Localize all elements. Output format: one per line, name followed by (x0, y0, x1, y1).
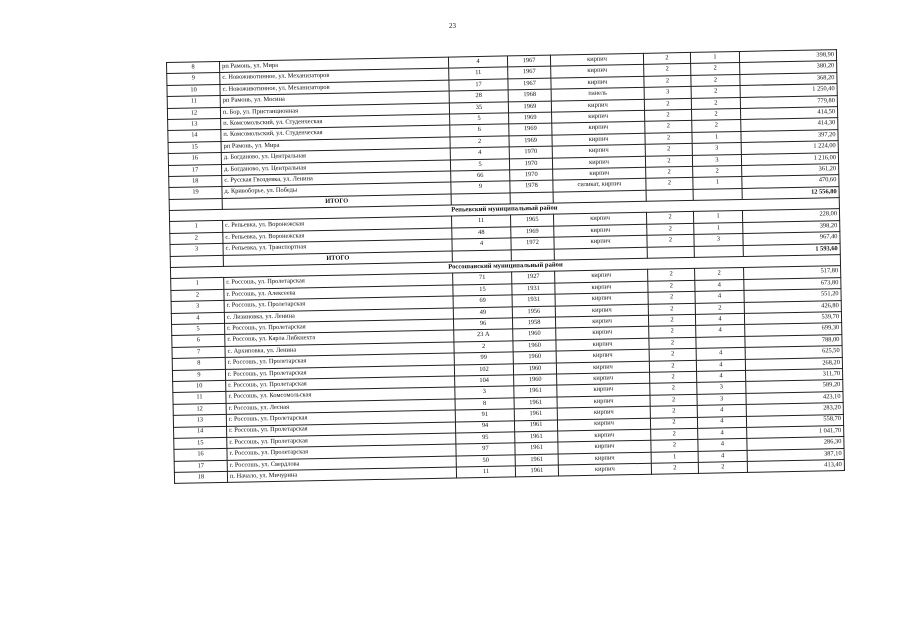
entrances-cell: 1 (692, 131, 741, 143)
entrances-cell: 3 (697, 393, 746, 405)
house-number-cell: 71 (453, 272, 512, 285)
area-cell: 1 224,00 (741, 141, 838, 154)
entrances-cell: 4 (695, 313, 744, 325)
area-cell: 470,60 (742, 175, 839, 188)
year-built-cell: 1931 (512, 294, 555, 306)
wall-material-cell: кирпич (551, 65, 644, 78)
wall-material-cell: кирпич (554, 213, 647, 226)
total-value: 1 593,60 (743, 243, 840, 256)
wall-material-cell: кирпич (556, 338, 649, 351)
house-number-cell: 91 (455, 409, 514, 422)
year-built-cell: 1927 (512, 272, 555, 284)
year-built-cell: 1960 (513, 328, 556, 340)
house-number-cell: 95 (456, 432, 515, 445)
entrances-cell: 4 (698, 439, 747, 451)
floors-cell: 2 (649, 360, 696, 372)
address-cell: г. Россошь, ул. Алексеева (224, 285, 453, 301)
house-number-cell: 69 (453, 295, 512, 308)
area-cell: 539,70 (744, 312, 841, 325)
year-built-cell: 1970 (509, 146, 552, 158)
floors-cell: 2 (644, 98, 691, 110)
floors-cell: 2 (647, 235, 694, 247)
entrances-cell: 2 (691, 74, 740, 86)
address-cell: с. Репьевка, ул. Транспортная (223, 239, 452, 255)
wall-material-cell: кирпич (555, 270, 648, 283)
wall-material-cell: кирпич (551, 76, 644, 89)
total-value: 12 556,80 (742, 186, 839, 199)
area-cell: 699,30 (745, 323, 842, 336)
entrances-cell: 3 (692, 143, 741, 155)
wall-material-cell: кирпич (557, 384, 650, 397)
area-cell: 1 250,40 (740, 84, 837, 97)
row-number-cell: 16 (174, 449, 227, 461)
year-built-cell: 1931 (512, 283, 555, 295)
address-cell: г. Россошь, ул. Пролетарская (226, 422, 455, 438)
entrances-cell: 3 (692, 154, 741, 166)
house-number-cell: 99 (454, 352, 513, 365)
wall-material-cell: кирпич (558, 441, 651, 454)
address-cell: рп Рамонь, ул. Мира (219, 57, 448, 73)
row-number-cell: 5 (172, 323, 225, 335)
area-cell: 426,80 (744, 300, 841, 313)
year-built-cell: 1967 (508, 78, 551, 90)
empty-cell (694, 245, 743, 257)
floors-cell: 2 (645, 109, 692, 121)
floors-cell: 2 (644, 75, 691, 87)
wall-material-cell: кирпич (554, 224, 647, 237)
address-cell: с. Новоживотинное, ул. Механизаторов (220, 68, 449, 84)
section-title: Репьевский муниципальный район (169, 198, 839, 222)
house-number-cell: 4 (448, 56, 507, 69)
address-cell: г. Россошь, ул. Пролетарская (225, 353, 454, 369)
address-cell: г. Россошь, ул. Пролетарская (226, 376, 455, 392)
area-cell: 589,20 (746, 380, 843, 393)
entrances-cell: 2 (691, 97, 740, 109)
entrances-cell: 2 (692, 120, 741, 132)
area-cell: 967,40 (743, 232, 840, 245)
floors-cell: 2 (648, 280, 695, 292)
empty-cell (646, 189, 693, 201)
house-number-cell: 2 (450, 136, 509, 149)
area-cell: 398,90 (739, 50, 836, 63)
entrances-cell: 2 (695, 302, 744, 314)
row-number-cell: 3 (171, 301, 224, 313)
entrances-cell: 2 (695, 268, 744, 280)
empty-cell (647, 246, 694, 258)
row-number-cell: 13 (173, 415, 226, 427)
year-built-cell: 1968 (508, 89, 551, 101)
year-built-cell: 1969 (509, 123, 552, 135)
wall-material-cell: кирпич (555, 292, 648, 305)
house-number-cell: 4 (450, 147, 509, 160)
row-number-cell: 2 (170, 232, 223, 244)
row-number-cell: 8 (167, 61, 220, 73)
wall-material-cell: кирпич (558, 429, 651, 442)
wall-material-cell: кирпич (556, 349, 649, 362)
area-cell: 380,20 (740, 61, 837, 74)
floors-cell: 2 (648, 303, 695, 315)
row-number-cell: 9 (167, 73, 220, 85)
year-built-cell: 1961 (514, 408, 557, 420)
row-number-cell: 1 (170, 221, 223, 233)
entrances-cell: 4 (697, 405, 746, 417)
address-cell: с. Лизиновка, ул. Ленина (224, 308, 453, 324)
area-cell: 283,20 (746, 403, 843, 416)
area-cell: 558,70 (746, 414, 843, 427)
year-built-cell: 1961 (515, 431, 558, 443)
row-number-cell: 6 (172, 335, 225, 347)
address-cell: рп Рамонь, ул. Мира (221, 137, 450, 153)
floors-cell: 2 (649, 326, 696, 338)
wall-material-cell: кирпич (552, 133, 645, 146)
area-cell: 414,30 (741, 118, 838, 131)
area-cell: 397,20 (741, 129, 838, 142)
address-cell: г. Россошь, ул. Пролетарская (224, 296, 453, 312)
wall-material-cell: панель (551, 87, 644, 100)
house-number-cell: 8 (455, 398, 514, 411)
row-number-cell: 2 (171, 289, 224, 301)
table-body (167, 50, 845, 484)
entrances-cell: 1 (693, 177, 742, 189)
entrances-cell: 4 (696, 325, 745, 337)
row-number-cell: 14 (174, 426, 227, 438)
area-cell: 1 216,00 (741, 152, 838, 165)
year-built-cell: 1967 (507, 55, 550, 67)
wall-material-cell: кирпич (555, 281, 648, 294)
area-cell: 361,20 (742, 164, 839, 177)
floors-cell: 2 (650, 394, 697, 406)
row-number-cell: 7 (172, 346, 225, 358)
row-number-cell: 17 (174, 460, 227, 472)
row-number-cell: 1 (171, 278, 224, 290)
wall-material-cell: кирпич (552, 110, 645, 123)
floors-cell: 2 (649, 337, 696, 349)
entrances-cell: 1 (694, 222, 743, 234)
row-number-cell: 11 (173, 392, 226, 404)
row-number-cell: 17 (168, 164, 221, 176)
empty-cell (511, 249, 554, 261)
year-built-cell: 1958 (512, 317, 555, 329)
address-cell: д. Богданово, ул. Центральная (221, 148, 450, 164)
floors-cell: 2 (645, 121, 692, 133)
year-built-cell: 1961 (514, 385, 557, 397)
wall-material-cell: кирпич (554, 236, 647, 249)
wall-material-cell: кирпич (556, 361, 649, 374)
floors-cell: 3 (644, 87, 691, 99)
year-built-cell: 1969 (511, 226, 554, 238)
entrances-cell: 2 (693, 165, 742, 177)
address-cell: с. Архиповка, ул. Ленина (225, 342, 454, 358)
address-cell: с. Новоживотинное, ул. Механизаторов (220, 80, 449, 96)
entrances-cell: 3 (697, 382, 746, 394)
year-built-cell: 1961 (514, 420, 557, 432)
row-number-cell: 15 (174, 437, 227, 449)
empty-cell (510, 192, 553, 204)
house-number-cell: 35 (449, 101, 508, 114)
entrances-cell: 4 (695, 291, 744, 303)
address-cell: п. Комсомольский, ул. Студенческая (221, 114, 450, 130)
row-number-cell: 18 (169, 175, 222, 187)
address-cell: п. Начало, ул. Мичурина (227, 467, 456, 483)
area-cell: 1 041,70 (747, 425, 844, 438)
house-number-cell: 6 (450, 124, 509, 137)
row-number-cell: 12 (173, 403, 226, 415)
wall-material-cell: кирпич (558, 452, 651, 465)
row-number-cell: 19 (169, 187, 222, 199)
row-number-cell: 4 (171, 312, 224, 324)
row-number-cell: 14 (168, 130, 221, 142)
address-cell: г. Россошь, ул. Пролетарская (227, 433, 456, 449)
house-number-cell: 102 (454, 363, 513, 376)
area-cell: 423,10 (746, 391, 843, 404)
row-number-cell: 16 (168, 153, 221, 165)
entrances-cell: 4 (697, 370, 746, 382)
year-built-cell: 1969 (508, 101, 551, 113)
address-cell: с. Репьевка, ул. Воронежская (223, 217, 452, 233)
address-cell: г. Россошь, ул. Лесная (226, 399, 455, 415)
house-number-cell: 5 (450, 158, 509, 171)
total-label: ИТОГО (223, 251, 452, 267)
housing-table (166, 49, 845, 484)
house-number-cell: 11 (449, 67, 508, 80)
section-title: Россошанский муниципальный район (170, 255, 840, 279)
wall-material-cell: кирпич (553, 167, 646, 180)
house-number-cell: 3 (455, 386, 514, 399)
entrances-cell: 2 (698, 461, 747, 473)
floors-cell: 2 (646, 212, 693, 224)
address-cell: г. Россошь, ул. Свердлова (227, 456, 456, 472)
area-cell: 551,20 (744, 289, 841, 302)
house-number-cell: 9 (451, 181, 510, 194)
floors-cell: 2 (649, 349, 696, 361)
area-cell: 414,50 (740, 107, 837, 120)
entrances-cell: 4 (696, 359, 745, 371)
floors-cell: 2 (651, 440, 698, 452)
row-number-cell: 9 (172, 369, 225, 381)
row-number-cell: 10 (173, 380, 226, 392)
floors-cell: 2 (651, 428, 698, 440)
row-number-cell: 8 (172, 358, 225, 370)
year-built-cell: 1961 (515, 454, 558, 466)
year-built-cell: 1969 (509, 135, 552, 147)
address-cell: г. Россошь, ул. Пролетарская (226, 410, 455, 426)
row-number-cell: 10 (167, 84, 220, 96)
floors-cell: 2 (650, 371, 697, 383)
floors-cell: 2 (650, 383, 697, 395)
wall-material-cell: силикат, кирпич (553, 179, 646, 192)
area-cell: 413,40 (747, 460, 844, 473)
entrances-cell: 1 (693, 211, 742, 223)
year-built-cell: 1960 (513, 351, 556, 363)
area-cell: 673,80 (744, 277, 841, 290)
floors-cell: 2 (645, 155, 692, 167)
page-number: 23 (449, 22, 456, 30)
address-cell: г. Россошь, ул. Карла Либкнехта (225, 330, 454, 346)
house-number-cell: 104 (455, 375, 514, 388)
area-cell: 368,20 (740, 72, 837, 85)
floors-cell: 2 (651, 462, 698, 474)
year-built-cell: 1978 (510, 180, 553, 192)
wall-material-cell: кирпич (555, 304, 648, 317)
wall-material-cell: кирпич (552, 144, 645, 157)
floors-cell: 2 (646, 166, 693, 178)
address-cell: г. Россошь, ул. Пролетарская (225, 319, 454, 335)
document-table-area (166, 50, 842, 554)
wall-material-cell: кирпич (557, 395, 650, 408)
entrances-cell: 4 (696, 348, 745, 360)
entrances-cell: 2 (691, 63, 740, 75)
address-cell: г. Россошь, ул. Комсомольская (226, 387, 455, 403)
house-number-cell: 97 (456, 443, 515, 456)
address-cell: д. Кривоборье, ул. Победы (222, 182, 451, 198)
row-number-cell: 3 (170, 244, 223, 256)
house-number-cell: 48 (452, 227, 511, 240)
wall-material-cell: кирпич (556, 327, 649, 340)
floors-cell: 2 (650, 405, 697, 417)
house-number-cell: 11 (452, 215, 511, 228)
house-number-cell: 28 (449, 90, 508, 103)
area-cell: 387,10 (747, 448, 844, 461)
floors-cell: 2 (647, 223, 694, 235)
house-number-cell: 17 (449, 79, 508, 92)
address-cell: с. Русская Гвоздевка, ул. Ленина (222, 171, 451, 187)
house-number-cell: 96 (453, 318, 512, 331)
year-built-cell: 1961 (515, 442, 558, 454)
area-cell: 398,20 (743, 220, 840, 233)
area-cell: 268,20 (745, 357, 842, 370)
house-number-cell: 2 (454, 341, 513, 354)
house-number-cell: 5 (450, 113, 509, 126)
area-cell: 517,80 (744, 266, 841, 279)
entrances-cell: 4 (695, 279, 744, 291)
address-cell: рп Рамонь, ул. Мосина (220, 91, 449, 107)
house-number-cell: 94 (455, 420, 514, 433)
year-built-cell: 1965 (511, 215, 554, 227)
year-built-cell: 1956 (512, 306, 555, 318)
empty-cell (693, 188, 742, 200)
year-built-cell: 1960 (513, 363, 556, 375)
area-cell: 788,00 (745, 334, 842, 347)
area-cell: 625,50 (745, 346, 842, 359)
wall-material-cell: кирпич (557, 418, 650, 431)
house-number-cell: 50 (456, 455, 515, 468)
floors-cell: 2 (645, 144, 692, 156)
entrances-cell: 2 (692, 108, 741, 120)
house-number-cell: 66 (451, 170, 510, 183)
wall-material-cell: кирпич (557, 372, 650, 385)
year-built-cell: 1960 (513, 340, 556, 352)
year-built-cell: 1960 (514, 374, 557, 386)
entrances-cell: 3 (694, 234, 743, 246)
wall-material-cell: кирпич (557, 406, 650, 419)
house-number-cell: 49 (453, 306, 512, 319)
address-cell: п. Бор, ул. Пристанционная (220, 103, 449, 119)
floors-cell: 2 (643, 52, 690, 64)
entrances-cell (696, 336, 745, 348)
row-number-cell: 12 (167, 107, 220, 119)
wall-material-cell: кирпич (555, 315, 648, 328)
entrances-cell: 4 (697, 416, 746, 428)
floors-cell: 2 (648, 292, 695, 304)
address-cell: г. Россошь, ул. Пролетарская (227, 444, 456, 460)
row-number-cell: 11 (167, 96, 220, 108)
floors-cell: 2 (644, 64, 691, 76)
row-number-cell: 13 (168, 118, 221, 130)
wall-material-cell: кирпич (552, 156, 645, 169)
year-built-cell: 1961 (514, 397, 557, 409)
year-built-cell: 1970 (509, 158, 552, 170)
floors-cell: 2 (650, 417, 697, 429)
floors-cell: 2 (648, 314, 695, 326)
year-built-cell: 1970 (510, 169, 553, 181)
entrances-cell: 4 (698, 450, 747, 462)
row-number-cell: 18 (174, 471, 227, 483)
address-cell: д. Богданово, ул. Центральная (221, 160, 450, 176)
address-cell: г. Россошь, ул. Пролетарская (225, 365, 454, 381)
address-cell: п. Комсомольский, ул. Студенческая (221, 125, 450, 141)
wall-material-cell: кирпич (551, 99, 644, 112)
total-label: ИТОГО (222, 194, 451, 210)
house-number-cell: 4 (452, 238, 511, 251)
entrances-cell: 2 (691, 86, 740, 98)
floors-cell: 2 (645, 132, 692, 144)
area-cell: 311,70 (746, 369, 843, 382)
entrances-cell: 1 (690, 51, 739, 63)
area-cell: 779,80 (740, 95, 837, 108)
floors-cell: 2 (648, 269, 695, 281)
entrances-cell: 4 (698, 427, 747, 439)
wall-material-cell: кирпич (558, 463, 651, 476)
house-number-cell: 15 (453, 284, 512, 297)
year-built-cell: 1972 (511, 237, 554, 249)
year-built-cell: 1961 (515, 465, 558, 477)
floors-cell: 2 (646, 178, 693, 190)
area-cell: 228,00 (742, 209, 839, 222)
house-number-cell: 11 (456, 466, 515, 479)
floors-cell: 1 (651, 451, 698, 463)
area-cell: 286,30 (747, 437, 844, 450)
address-cell: с. Репьевка, ул. Воронежская (223, 228, 452, 244)
address-cell: г. Россошь, ул. Пролетарская (224, 273, 453, 289)
wall-material-cell: кирпич (550, 53, 643, 66)
house-number-cell: 23 А (454, 329, 513, 342)
year-built-cell: 1969 (509, 112, 552, 124)
wall-material-cell: кирпич (552, 122, 645, 135)
row-number-cell: 15 (168, 141, 221, 153)
year-built-cell: 1967 (508, 67, 551, 79)
